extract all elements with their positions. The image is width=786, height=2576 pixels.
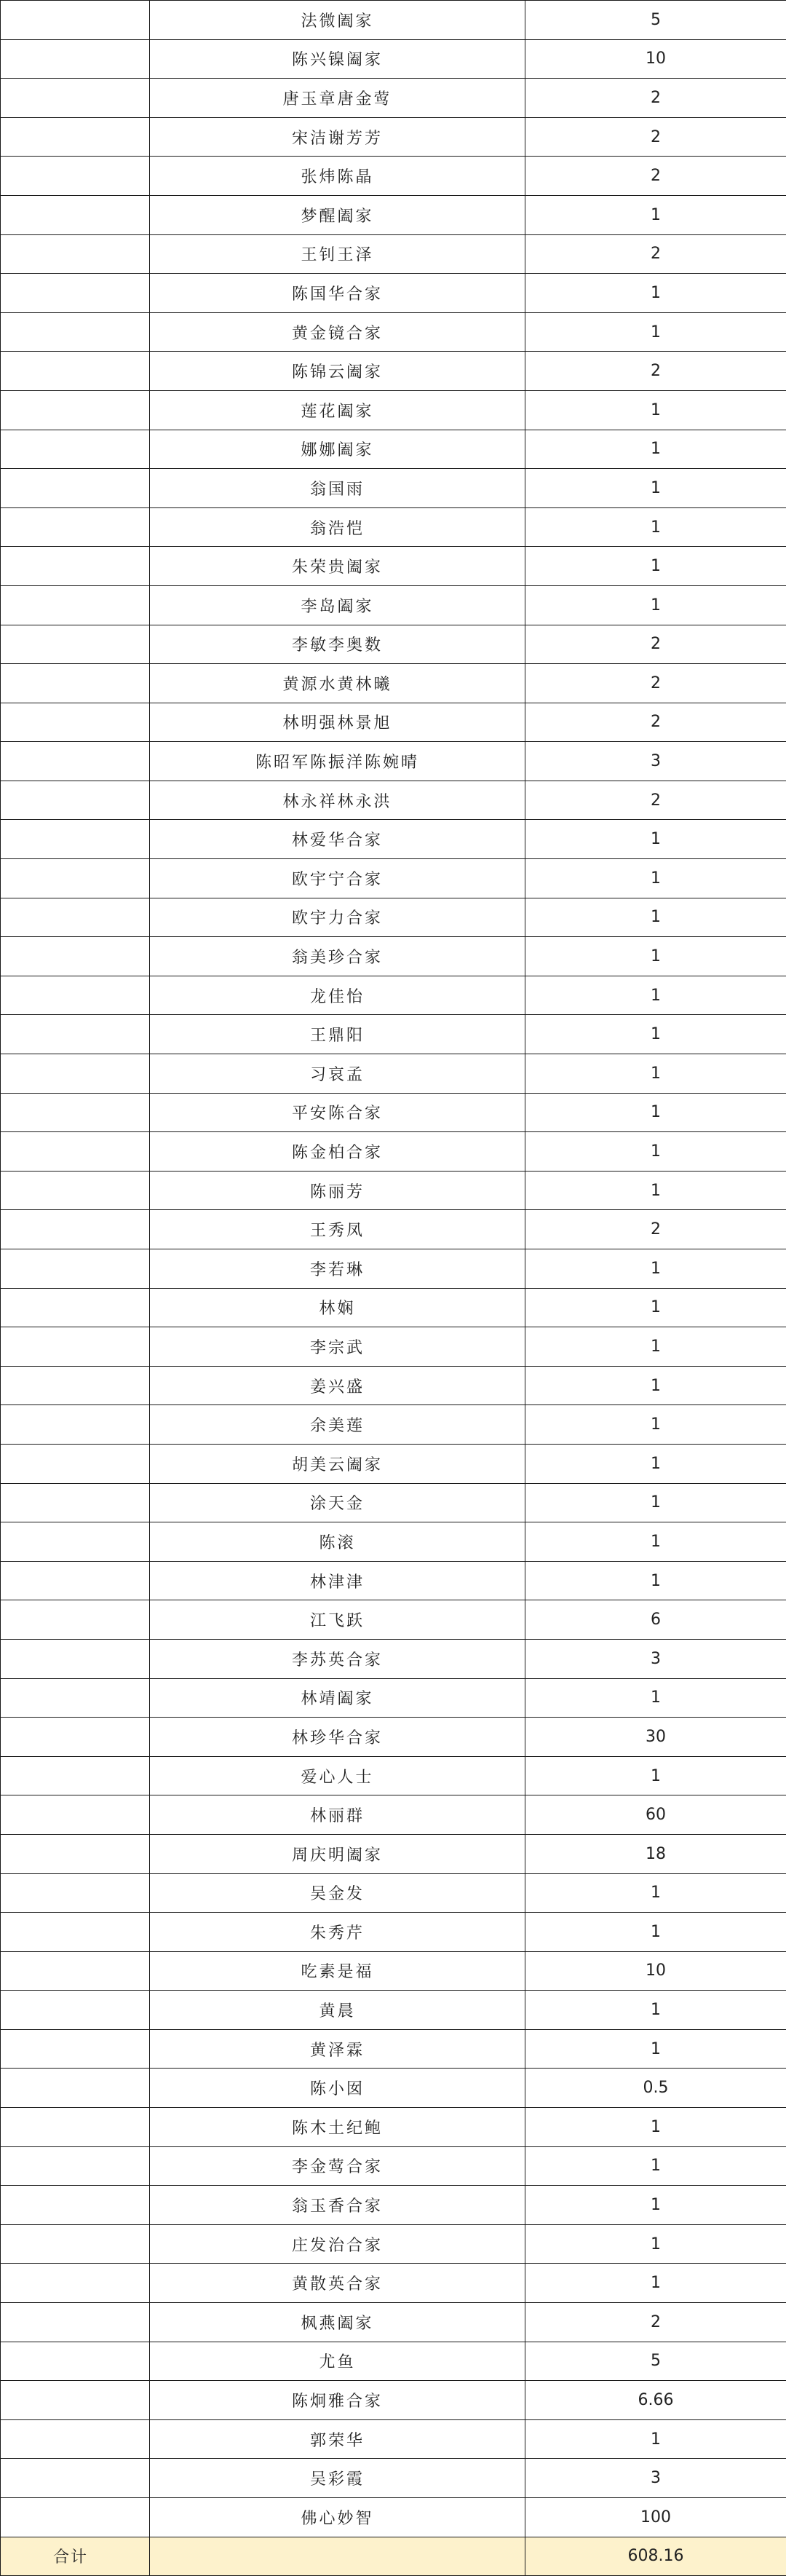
donation-amount: 1 [525,1483,786,1522]
table-row [1,1288,786,1327]
donor-name: 法微阖家 [150,1,525,40]
donation-amount: 30 [525,1718,786,1757]
donation-amount: 1 [525,1171,786,1210]
row-index-cell [1,1,150,40]
table-row [1,703,786,742]
row-index-cell [1,1639,150,1678]
table-row [1,976,786,1015]
donation-amount: 2 [525,157,786,196]
donor-name: 王鼎阳 [150,1015,525,1054]
donor-name: 陈昭军陈振洋陈婉晴 [150,742,525,781]
table-row [1,312,786,352]
donation-amount: 1 [525,1756,786,1795]
row-index-cell [1,1210,150,1249]
row-index-cell [1,1054,150,1094]
donation-amount: 6.66 [525,2381,786,2420]
row-index-cell [1,2498,150,2537]
table-row [1,1249,786,1289]
donor-name: 林明强林景旭 [150,703,525,742]
donation-amount: 1 [525,937,786,976]
donor-name: 平安陈合家 [150,1093,525,1132]
table-row [1,2419,786,2459]
donor-name: 尤鱼 [150,2342,525,2381]
row-index-cell [1,898,150,937]
donor-name: 莲花阖家 [150,390,525,430]
donor-name: 黄晨 [150,1991,525,2030]
row-index-cell [1,859,150,898]
donor-name: 翁美珍合家 [150,937,525,976]
donor-name: 黄源水黄林曦 [150,664,525,703]
table-row [1,1873,786,1913]
row-index-cell [1,1951,150,1991]
table-row [1,859,786,898]
table-row [1,2069,786,2108]
row-index-cell [1,1327,150,1367]
row-index-cell [1,1444,150,1483]
row-index-cell [1,1015,150,1054]
donor-name: 龙佳怡 [150,976,525,1015]
donor-name: 陈锦云阖家 [150,352,525,391]
donation-amount: 2 [525,1210,786,1249]
donor-name: 梦醒阖家 [150,195,525,234]
donation-amount: 1 [525,2029,786,2069]
donor-name: 李宗武 [150,1327,525,1367]
donor-name: 陈金柏合家 [150,1132,525,1172]
donor-name: 余美莲 [150,1405,525,1445]
donor-name: 郭荣华 [150,2419,525,2459]
donation-amount: 1 [525,1015,786,1054]
table-row [1,1483,786,1522]
row-index-cell [1,1913,150,1952]
row-index-cell [1,352,150,391]
table-row [1,274,786,313]
donor-name: 吴金发 [150,1873,525,1913]
donation-amount: 1 [525,1561,786,1600]
table-row [1,1834,786,1873]
donation-amount: 1 [525,2108,786,2147]
table-row [1,1913,786,1952]
row-index-cell [1,1561,150,1600]
row-index-cell [1,1171,150,1210]
donation-amount: 1 [525,507,786,547]
row-index-cell [1,2224,150,2264]
donation-amount: 3 [525,742,786,781]
table-row [1,390,786,430]
donation-amount: 1 [525,274,786,313]
donor-name: 习哀孟 [150,1054,525,1094]
donor-name: 翁国雨 [150,469,525,508]
donation-amount: 1 [525,1093,786,1132]
donor-name: 涂天金 [150,1483,525,1522]
donation-amount: 1 [525,1249,786,1289]
donation-amount: 1 [525,1054,786,1094]
donation-amount: 1 [525,2224,786,2264]
donation-amount: 0.5 [525,2069,786,2108]
row-index-cell [1,469,150,508]
table-row [1,2264,786,2303]
table-row [1,79,786,118]
table-row [1,2381,786,2420]
donor-name: 吃素是福 [150,1951,525,1991]
donation-amount: 1 [525,1366,786,1405]
donor-name: 陈小囡 [150,2069,525,2108]
donor-name: 胡美云阖家 [150,1444,525,1483]
row-index-cell [1,195,150,234]
row-index-cell [1,2108,150,2147]
donation-amount: 1 [525,390,786,430]
row-index-cell [1,1483,150,1522]
donation-table-body [1,1,786,2576]
total-amount: 608.16 [525,2537,786,2575]
donor-name: 庄发治合家 [150,2224,525,2264]
donor-name: 林永祥林永洪 [150,781,525,820]
table-row [1,1561,786,1600]
row-index-cell [1,2264,150,2303]
donor-name: 李敏李奥数 [150,625,525,664]
row-index-cell [1,2069,150,2108]
donor-name: 朱荣贵阖家 [150,547,525,586]
donation-amount: 2 [525,79,786,118]
table-row [1,937,786,976]
row-index-cell [1,1522,150,1562]
table-row [1,898,786,937]
table-row [1,1015,786,1054]
donation-amount: 3 [525,2459,786,2498]
table-row [1,2224,786,2264]
row-index-cell [1,2303,150,2342]
table-row [1,2186,786,2225]
table-row [1,547,786,586]
row-index-cell [1,2342,150,2381]
table-row [1,430,786,469]
row-index-cell [1,390,150,430]
donor-name: 张炜陈晶 [150,157,525,196]
donation-amount: 1 [525,2419,786,2459]
donor-name: 欧宇力合家 [150,898,525,937]
donor-name: 林娴 [150,1288,525,1327]
table-row [1,820,786,859]
donor-name: 黄散英合家 [150,2264,525,2303]
donation-amount: 1 [525,1327,786,1367]
donor-name: 吴彩霞 [150,2459,525,2498]
donor-name: 黄泽霖 [150,2029,525,2069]
row-index-cell [1,585,150,625]
row-index-cell [1,1873,150,1913]
row-index-cell [1,820,150,859]
row-index-cell [1,274,150,313]
row-index-cell [1,664,150,703]
row-index-cell [1,2419,150,2459]
row-index-cell [1,703,150,742]
donor-name: 林珍华合家 [150,1718,525,1757]
donation-amount: 2 [525,625,786,664]
table-row [1,2498,786,2537]
row-index-cell [1,625,150,664]
donation-amount: 2 [525,234,786,274]
donor-name: 朱秀芹 [150,1913,525,1952]
table-row [1,1366,786,1405]
row-index-cell [1,234,150,274]
donation-amount: 1 [525,547,786,586]
donation-amount: 1 [525,1873,786,1913]
row-index-cell [1,1405,150,1445]
donor-name: 陈丽芳 [150,1171,525,1210]
table-row [1,1054,786,1094]
row-index-cell [1,1093,150,1132]
table-row [1,2303,786,2342]
table-row [1,157,786,196]
table-row [1,1171,786,1210]
donor-name: 林爱华合家 [150,820,525,859]
row-index-cell [1,1132,150,1172]
row-index-cell [1,547,150,586]
row-index-cell [1,1366,150,1405]
row-index-cell [1,2186,150,2225]
donation-amount: 2 [525,664,786,703]
row-index-cell [1,157,150,196]
donation-amount: 6 [525,1600,786,1640]
donor-name: 李金莺合家 [150,2146,525,2186]
donation-amount: 1 [525,898,786,937]
table-row [1,585,786,625]
total-empty-cell [150,2537,525,2575]
row-index-cell [1,430,150,469]
row-index-cell [1,117,150,157]
donation-amount: 1 [525,1522,786,1562]
table-row [1,2146,786,2186]
donor-name: 黄金镜合家 [150,312,525,352]
table-row [1,1991,786,2030]
donation-amount: 1 [525,976,786,1015]
donor-name: 宋洁谢芳芳 [150,117,525,157]
table-row [1,234,786,274]
table-row [1,664,786,703]
table-row [1,352,786,391]
table-row [1,2459,786,2498]
row-index-cell [1,312,150,352]
row-index-cell [1,1756,150,1795]
table-row [1,1522,786,1562]
donation-amount: 1 [525,195,786,234]
row-index-cell [1,1991,150,2030]
donation-amount: 60 [525,1795,786,1835]
row-index-cell [1,1678,150,1718]
table-row [1,1,786,40]
row-index-cell [1,2029,150,2069]
row-index-cell [1,2146,150,2186]
table-row [1,39,786,79]
donation-amount: 1 [525,430,786,469]
donation-amount: 1 [525,1132,786,1172]
table-row [1,2108,786,2147]
row-index-cell [1,2381,150,2420]
table-row [1,1756,786,1795]
row-index-cell [1,937,150,976]
donation-amount: 3 [525,1639,786,1678]
row-index-cell [1,1795,150,1835]
table-row [1,1718,786,1757]
donation-amount: 5 [525,1,786,40]
row-index-cell [1,2459,150,2498]
donor-name: 陈滚 [150,1522,525,1562]
donor-name: 翁玉香合家 [150,2186,525,2225]
table-row [1,1639,786,1678]
table-row [1,1444,786,1483]
donation-amount: 2 [525,781,786,820]
table-row [1,625,786,664]
table-row [1,1093,786,1132]
donation-amount: 1 [525,859,786,898]
donation-amount: 100 [525,2498,786,2537]
donation-amount: 1 [525,1913,786,1952]
donor-name: 枫燕阖家 [150,2303,525,2342]
donation-amount: 1 [525,585,786,625]
row-index-cell [1,1834,150,1873]
donation-amount: 1 [525,1444,786,1483]
donation-amount: 5 [525,2342,786,2381]
donation-amount: 1 [525,2146,786,2186]
table-row [1,1132,786,1172]
row-index-cell [1,742,150,781]
donation-amount: 18 [525,1834,786,1873]
table-row [1,1327,786,1367]
row-index-cell [1,1288,150,1327]
table-row [1,469,786,508]
table-row [1,1795,786,1835]
table-row [1,117,786,157]
row-index-cell [1,1249,150,1289]
table-row [1,742,786,781]
row-index-cell [1,976,150,1015]
donor-name: 林津津 [150,1561,525,1600]
total-row [1,2537,786,2575]
table-row [1,507,786,547]
donation-amount: 2 [525,703,786,742]
donor-name: 欧宇宁合家 [150,859,525,898]
table-row [1,1678,786,1718]
table-row [1,1600,786,1640]
donation-amount: 10 [525,1951,786,1991]
donor-name: 林靖阖家 [150,1678,525,1718]
donor-name: 爱心人士 [150,1756,525,1795]
donation-amount: 1 [525,2186,786,2225]
donation-amount: 1 [525,1288,786,1327]
donation-amount: 1 [525,1678,786,1718]
donor-name: 娜娜阖家 [150,430,525,469]
donor-name: 林丽群 [150,1795,525,1835]
donor-name: 李若琳 [150,1249,525,1289]
donor-name: 王钊王泽 [150,234,525,274]
donor-name: 周庆明阖家 [150,1834,525,1873]
donor-name: 王秀凤 [150,1210,525,1249]
donation-amount: 1 [525,469,786,508]
table-row [1,1951,786,1991]
donor-name: 陈国华合家 [150,274,525,313]
donation-amount: 2 [525,2303,786,2342]
donation-amount: 2 [525,352,786,391]
donation-amount: 1 [525,2264,786,2303]
donation-amount: 1 [525,820,786,859]
row-index-cell [1,507,150,547]
donor-name: 姜兴盛 [150,1366,525,1405]
donation-amount: 10 [525,39,786,79]
table-row [1,781,786,820]
row-index-cell [1,39,150,79]
row-index-cell [1,79,150,118]
total-label: 合计 [1,2537,150,2575]
table-row [1,1210,786,1249]
row-index-cell [1,1718,150,1757]
donor-name: 李岛阖家 [150,585,525,625]
donor-name: 陈木土纪鲍 [150,2108,525,2147]
table-row [1,2342,786,2381]
donation-amount: 1 [525,1405,786,1445]
donor-name: 李苏英合家 [150,1639,525,1678]
row-index-cell [1,781,150,820]
table-row [1,195,786,234]
donor-name: 唐玉章唐金莺 [150,79,525,118]
donation-amount: 1 [525,1991,786,2030]
row-index-cell [1,1600,150,1640]
table-row [1,2029,786,2069]
donor-name: 翁浩恺 [150,507,525,547]
table-row [1,1405,786,1445]
donation-amount: 1 [525,312,786,352]
donation-amount: 2 [525,117,786,157]
donor-name: 江飞跃 [150,1600,525,1640]
donor-name: 陈炯雅合家 [150,2381,525,2420]
donor-name: 佛心妙智 [150,2498,525,2537]
donor-name: 陈兴镍阖家 [150,39,525,79]
